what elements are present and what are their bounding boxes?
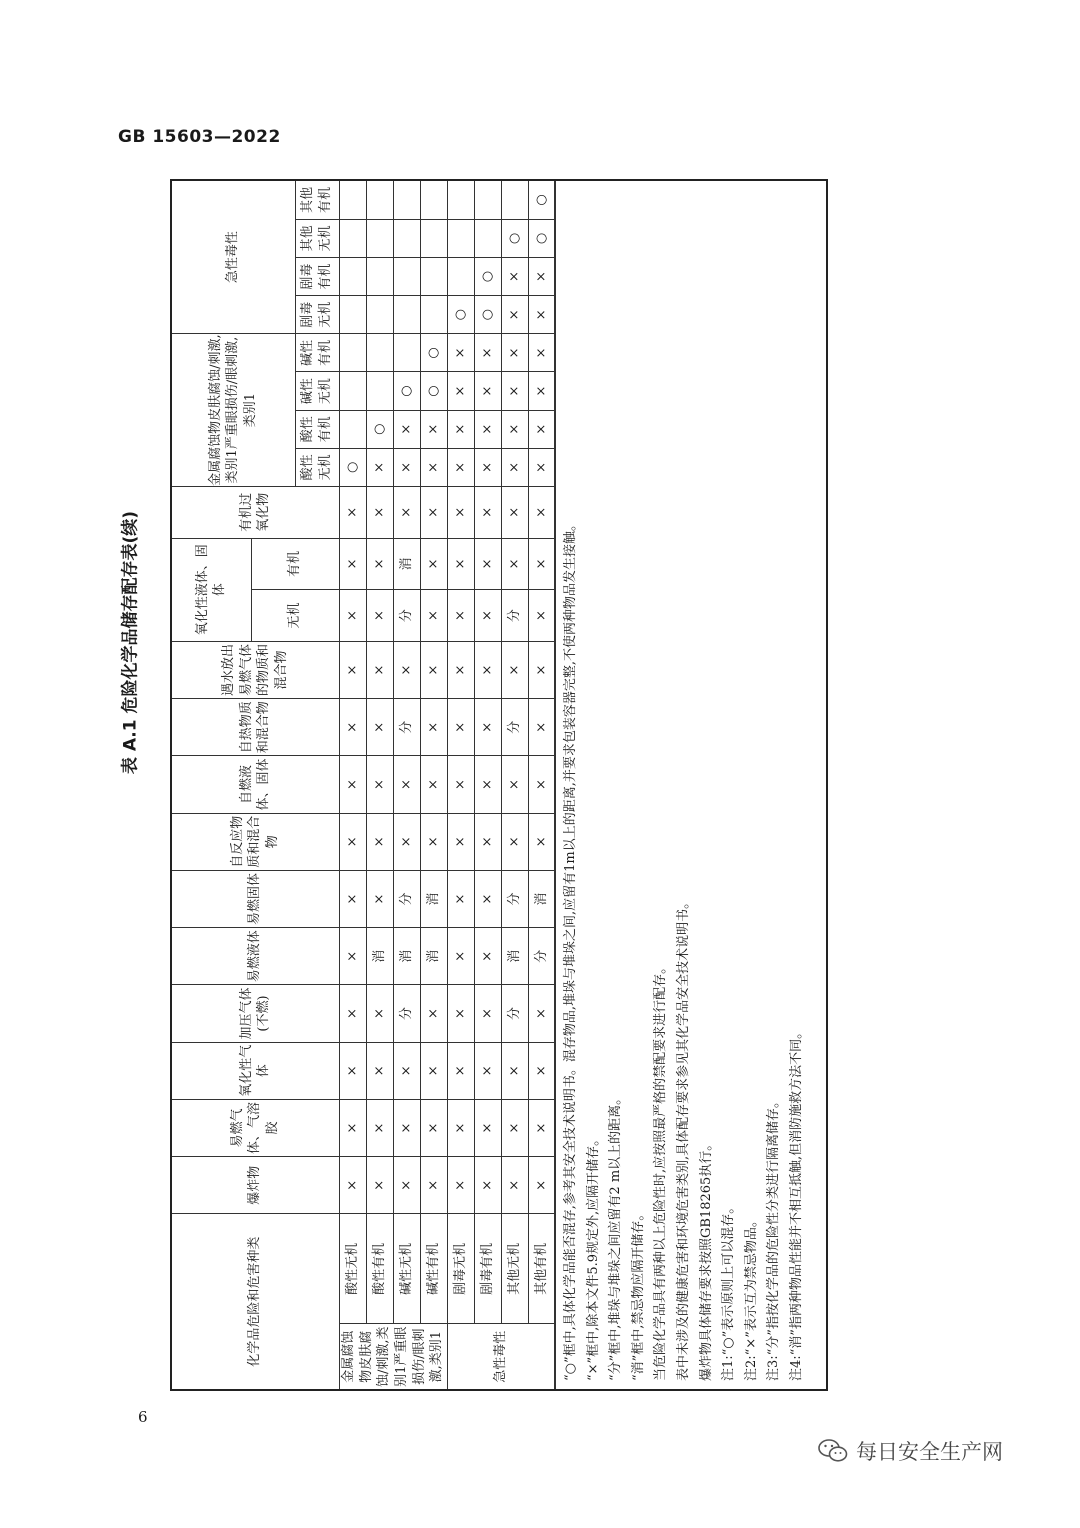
compat-cell: × (501, 258, 528, 296)
compat-cell: ○ (366, 410, 393, 448)
compat-cell: × (501, 538, 528, 590)
compat-cell: 消 (420, 870, 447, 927)
compat-cell: 分 (393, 985, 420, 1042)
compat-cell: × (447, 928, 474, 985)
wechat-icon (818, 1438, 848, 1464)
compat-cell: 消 (501, 928, 528, 985)
compat-cell: × (447, 372, 474, 410)
compat-cell: × (474, 1042, 501, 1099)
compat-cell: 分 (393, 590, 420, 642)
table-row (474, 181, 501, 1389)
compat-cell: × (528, 538, 555, 590)
compat-cell: 消 (393, 538, 420, 590)
standard-number: GB 15603—2022 (118, 127, 281, 147)
subcol-highly-toxic-organic: 剧毒有机 (295, 258, 339, 296)
compat-cell: × (339, 641, 366, 698)
compat-cell: 分 (501, 590, 528, 642)
row-label: 其他无机 (501, 1214, 528, 1324)
note-line: 注3:“分”指按化学品的危险性分类进行隔离储存。 (766, 1095, 782, 1381)
col-water-reactive: 遇水放出易燃气体的物质和混合物 (172, 641, 339, 698)
compat-cell: ○ (474, 296, 501, 334)
compat-cell: × (339, 813, 366, 870)
compat-cell (393, 258, 420, 296)
compat-cell: × (447, 813, 474, 870)
compat-cell: ○ (393, 372, 420, 410)
compat-cell: × (447, 985, 474, 1042)
compat-cell: × (474, 590, 501, 642)
page-number: 6 (138, 1408, 148, 1426)
subcol-other-inorganic: 其他无机 (295, 219, 339, 257)
col-flammable-gas: 易燃气体、气溶胶 (172, 1099, 339, 1156)
col-oxidizing-organic: 有机 (251, 538, 339, 590)
compat-cell: × (528, 590, 555, 642)
compat-cell: × (420, 756, 447, 813)
compat-cell: × (339, 1099, 366, 1156)
compat-cell: × (420, 699, 447, 756)
compat-cell (339, 410, 366, 448)
compat-cell: × (339, 1042, 366, 1099)
compat-cell: × (447, 1157, 474, 1214)
compat-cell: × (501, 486, 528, 538)
subcol-highly-toxic-inorganic: 剧毒无机 (295, 296, 339, 334)
compat-cell: 分 (501, 870, 528, 927)
compat-cell: × (420, 538, 447, 590)
compat-cell: × (393, 410, 420, 448)
compat-cell: ○ (420, 372, 447, 410)
subcol-base-inorganic: 碱性无机 (295, 372, 339, 410)
compat-cell: × (501, 410, 528, 448)
compat-cell: × (528, 1157, 555, 1214)
col-corrosive: 金属腐蚀物皮肤腐蚀/刺激,类别1严重眼损伤/眼刺激,类别1 (172, 334, 295, 487)
compat-cell: × (501, 641, 528, 698)
note-line: “×”框中,除本文件5.9规定外,应隔开储存。 (585, 1132, 601, 1381)
compat-cell: × (420, 410, 447, 448)
compat-cell: × (447, 1042, 474, 1099)
row-group-toxic: 急性毒性 (447, 1324, 555, 1389)
compat-cell: × (420, 641, 447, 698)
compat-cell: × (474, 813, 501, 870)
compat-cell: 消 (393, 928, 420, 985)
compat-cell: × (528, 641, 555, 698)
compat-cell (420, 219, 447, 257)
compat-cell: × (474, 372, 501, 410)
subcol-acid-organic: 酸性有机 (295, 410, 339, 448)
table-notes (554, 181, 826, 1389)
row-label: 酸性有机 (366, 1214, 393, 1324)
compat-cell (420, 181, 447, 219)
compat-cell: × (474, 870, 501, 927)
table-row (420, 181, 447, 1389)
compat-cell: × (474, 448, 501, 486)
compat-cell: × (447, 334, 474, 372)
compat-cell: × (528, 372, 555, 410)
compat-cell (393, 219, 420, 257)
compat-cell: × (339, 486, 366, 538)
compat-cell: × (528, 334, 555, 372)
compat-cell: × (393, 756, 420, 813)
compat-cell: × (420, 486, 447, 538)
table-caption: 表 A.1 危险化学品储存配存表(续) (120, 510, 141, 775)
row-label: 剧毒有机 (474, 1214, 501, 1324)
compat-cell (393, 334, 420, 372)
compat-cell: × (528, 448, 555, 486)
compat-cell: × (339, 699, 366, 756)
compat-cell (339, 296, 366, 334)
compat-cell: × (447, 538, 474, 590)
compat-cell: × (501, 372, 528, 410)
col-explosive: 爆炸物 (172, 1157, 339, 1214)
compat-cell (366, 372, 393, 410)
compat-cell: 分 (501, 699, 528, 756)
compat-cell (447, 181, 474, 219)
compat-cell: 分 (393, 870, 420, 927)
col-organic-peroxide: 有机过氧化物 (172, 486, 339, 538)
compat-cell (474, 219, 501, 257)
compat-cell (366, 258, 393, 296)
compat-cell: × (366, 985, 393, 1042)
compat-cell (393, 181, 420, 219)
compat-cell: 分 (501, 985, 528, 1042)
compat-cell (366, 219, 393, 257)
compat-cell: × (339, 538, 366, 590)
compat-cell: × (339, 1157, 366, 1214)
compat-cell: × (447, 486, 474, 538)
compat-cell: × (474, 985, 501, 1042)
compat-cell (339, 372, 366, 410)
col-flammable-liquid: 易燃液体 (172, 928, 339, 985)
compat-cell: × (447, 870, 474, 927)
note-line: 当危险化学品具有两种以上危险性时,应按照最严格的禁配要求进行配存。 (653, 960, 669, 1381)
compat-cell: × (447, 699, 474, 756)
compat-cell: × (474, 538, 501, 590)
compat-cell: × (447, 1099, 474, 1156)
col-toxic: 急性毒性 (172, 181, 295, 334)
row-label: 碱性有机 (420, 1214, 447, 1324)
row-label: 碱性无机 (393, 1214, 420, 1324)
watermark (818, 1436, 1003, 1466)
compat-cell: × (447, 756, 474, 813)
compat-cell: × (474, 486, 501, 538)
compat-cell: × (474, 1099, 501, 1156)
compat-cell: × (528, 699, 555, 756)
compat-cell (447, 258, 474, 296)
compat-cell: × (447, 410, 474, 448)
note-line: 爆炸物具体储存要求按照GB18265执行。 (698, 1137, 714, 1381)
compat-cell: × (366, 641, 393, 698)
compat-cell: × (393, 486, 420, 538)
compat-cell: × (528, 985, 555, 1042)
table-row (447, 181, 474, 1389)
compat-cell: × (474, 928, 501, 985)
compat-cell: × (501, 756, 528, 813)
row-group-corrosive: 金属腐蚀物皮肤腐蚀/刺激,类别1严重眼损伤/眼刺激,类别1 (339, 1324, 447, 1389)
compat-cell (339, 219, 366, 257)
compat-cell: ○ (447, 296, 474, 334)
compat-cell: × (393, 641, 420, 698)
watermark-text: 每日安全生产网 (856, 1440, 1003, 1464)
table-row (528, 181, 555, 1389)
row-label: 其他有机 (528, 1214, 555, 1324)
col-oxidizing-gas: 氧化性气体 (172, 1042, 339, 1099)
note-line: 注2:“×”表示互为禁忌物品。 (743, 1214, 759, 1381)
compat-cell: × (474, 699, 501, 756)
compat-cell: × (474, 334, 501, 372)
compat-cell: × (366, 538, 393, 590)
compat-cell: × (339, 985, 366, 1042)
compat-cell: × (474, 756, 501, 813)
compat-cell: × (501, 448, 528, 486)
compat-cell (501, 181, 528, 219)
col-pyrophoric: 自燃液体、固体 (172, 756, 339, 813)
subcol-base-organic: 碱性有机 (295, 334, 339, 372)
compat-cell: × (420, 1099, 447, 1156)
compat-cell: 消 (528, 870, 555, 927)
note-line: “消”框中,禁忌物应隔开储存。 (630, 1207, 646, 1381)
compat-cell: × (528, 486, 555, 538)
compat-cell: × (393, 448, 420, 486)
subcol-acid-inorganic: 酸性无机 (295, 448, 339, 486)
compat-cell (339, 181, 366, 219)
col-flammable-solid: 易燃固体 (172, 870, 339, 927)
compat-cell: × (420, 813, 447, 870)
compat-cell: × (366, 1099, 393, 1156)
compat-cell: 分 (528, 928, 555, 985)
compat-cell: × (339, 928, 366, 985)
compat-cell: × (393, 1042, 420, 1099)
table-row (501, 181, 528, 1389)
compat-cell: × (501, 1099, 528, 1156)
compat-cell: × (366, 870, 393, 927)
compat-cell: × (420, 985, 447, 1042)
compat-cell: × (474, 1157, 501, 1214)
compat-cell: 消 (366, 928, 393, 985)
corner-header: 化学品危险和危害种类 (172, 1214, 339, 1389)
compat-cell: × (528, 813, 555, 870)
col-oxidizing-inorganic: 无机 (251, 590, 339, 642)
compat-cell: × (447, 641, 474, 698)
note-line: 注1:“○”表示原则上可以混存。 (721, 1200, 737, 1381)
compat-cell: × (366, 486, 393, 538)
compat-cell (366, 181, 393, 219)
subcol-other-organic: 其他有机 (295, 181, 339, 219)
compat-cell: × (420, 1042, 447, 1099)
row-label: 酸性无机 (339, 1214, 366, 1324)
compat-cell: ○ (339, 448, 366, 486)
compat-cell: × (474, 641, 501, 698)
col-self-heating: 自热物质和混合物 (172, 699, 339, 756)
col-pressurized-gas: 加压气体(不燃) (172, 985, 339, 1042)
compat-cell: × (339, 756, 366, 813)
compat-cell: × (501, 334, 528, 372)
note-line: “分”框中,堆垛与堆垛之间应留有2 m以上的距离。 (608, 1091, 624, 1381)
compatibility-grid (172, 181, 556, 1389)
compat-cell (393, 296, 420, 334)
compat-cell: × (420, 1157, 447, 1214)
compat-cell: × (366, 756, 393, 813)
compat-cell: × (501, 813, 528, 870)
compat-cell (474, 181, 501, 219)
compat-cell: × (366, 1157, 393, 1214)
note-line: 注4:“消”指两种物品性能并不相互抵触,但消防施救方法不同。 (788, 1025, 804, 1381)
compat-cell (339, 334, 366, 372)
compat-cell (447, 219, 474, 257)
compat-cell: × (366, 590, 393, 642)
compat-cell: × (393, 1157, 420, 1214)
compat-cell: × (366, 1042, 393, 1099)
compat-cell: × (339, 590, 366, 642)
compat-cell: × (528, 1099, 555, 1156)
compat-cell: × (501, 1042, 528, 1099)
compat-cell: × (501, 296, 528, 334)
compat-cell: ○ (501, 219, 528, 257)
compat-cell: ○ (528, 181, 555, 219)
storage-compatibility-table (170, 179, 828, 1391)
compat-cell (366, 296, 393, 334)
compat-cell: × (528, 410, 555, 448)
compat-cell: × (366, 813, 393, 870)
compat-cell: 分 (393, 699, 420, 756)
compat-cell (420, 258, 447, 296)
compat-cell: × (366, 448, 393, 486)
compat-cell: × (528, 1042, 555, 1099)
compat-cell: × (501, 1157, 528, 1214)
compat-cell: × (528, 756, 555, 813)
note-line: 表中未涉及的健康危害和环境危害类别,具体配存要求参见其化学品安全技术说明书。 (675, 895, 691, 1381)
compat-cell: × (447, 590, 474, 642)
compat-cell: × (447, 448, 474, 486)
compat-cell: × (393, 813, 420, 870)
table-row (393, 181, 420, 1389)
compat-cell: × (528, 296, 555, 334)
compat-cell (420, 296, 447, 334)
compat-cell: × (420, 448, 447, 486)
compat-cell: 消 (420, 928, 447, 985)
compat-cell: × (366, 699, 393, 756)
compat-cell: ○ (474, 258, 501, 296)
compat-cell: × (420, 590, 447, 642)
compat-cell (366, 334, 393, 372)
col-self-reactive: 自反应物质和混合物 (172, 813, 339, 870)
note-line: “○”框中,具体化学品能否混存,参考其安全技术说明书。混存物品,堆垛与堆垛之间,应留有1m以上的距离,并要求包装容器完整,不使两种物品发生接触。 (563, 517, 578, 1381)
compat-cell: × (474, 410, 501, 448)
table-row (339, 181, 366, 1389)
compat-cell: ○ (528, 219, 555, 257)
compat-cell (339, 258, 366, 296)
compat-cell: × (528, 258, 555, 296)
table-row (366, 181, 393, 1389)
compat-cell: ○ (420, 334, 447, 372)
row-label: 剧毒无机 (447, 1214, 474, 1324)
compat-cell: × (393, 1099, 420, 1156)
col-oxidizing-ls: 氧化性液体、固体 (172, 538, 251, 641)
compat-cell: × (339, 870, 366, 927)
